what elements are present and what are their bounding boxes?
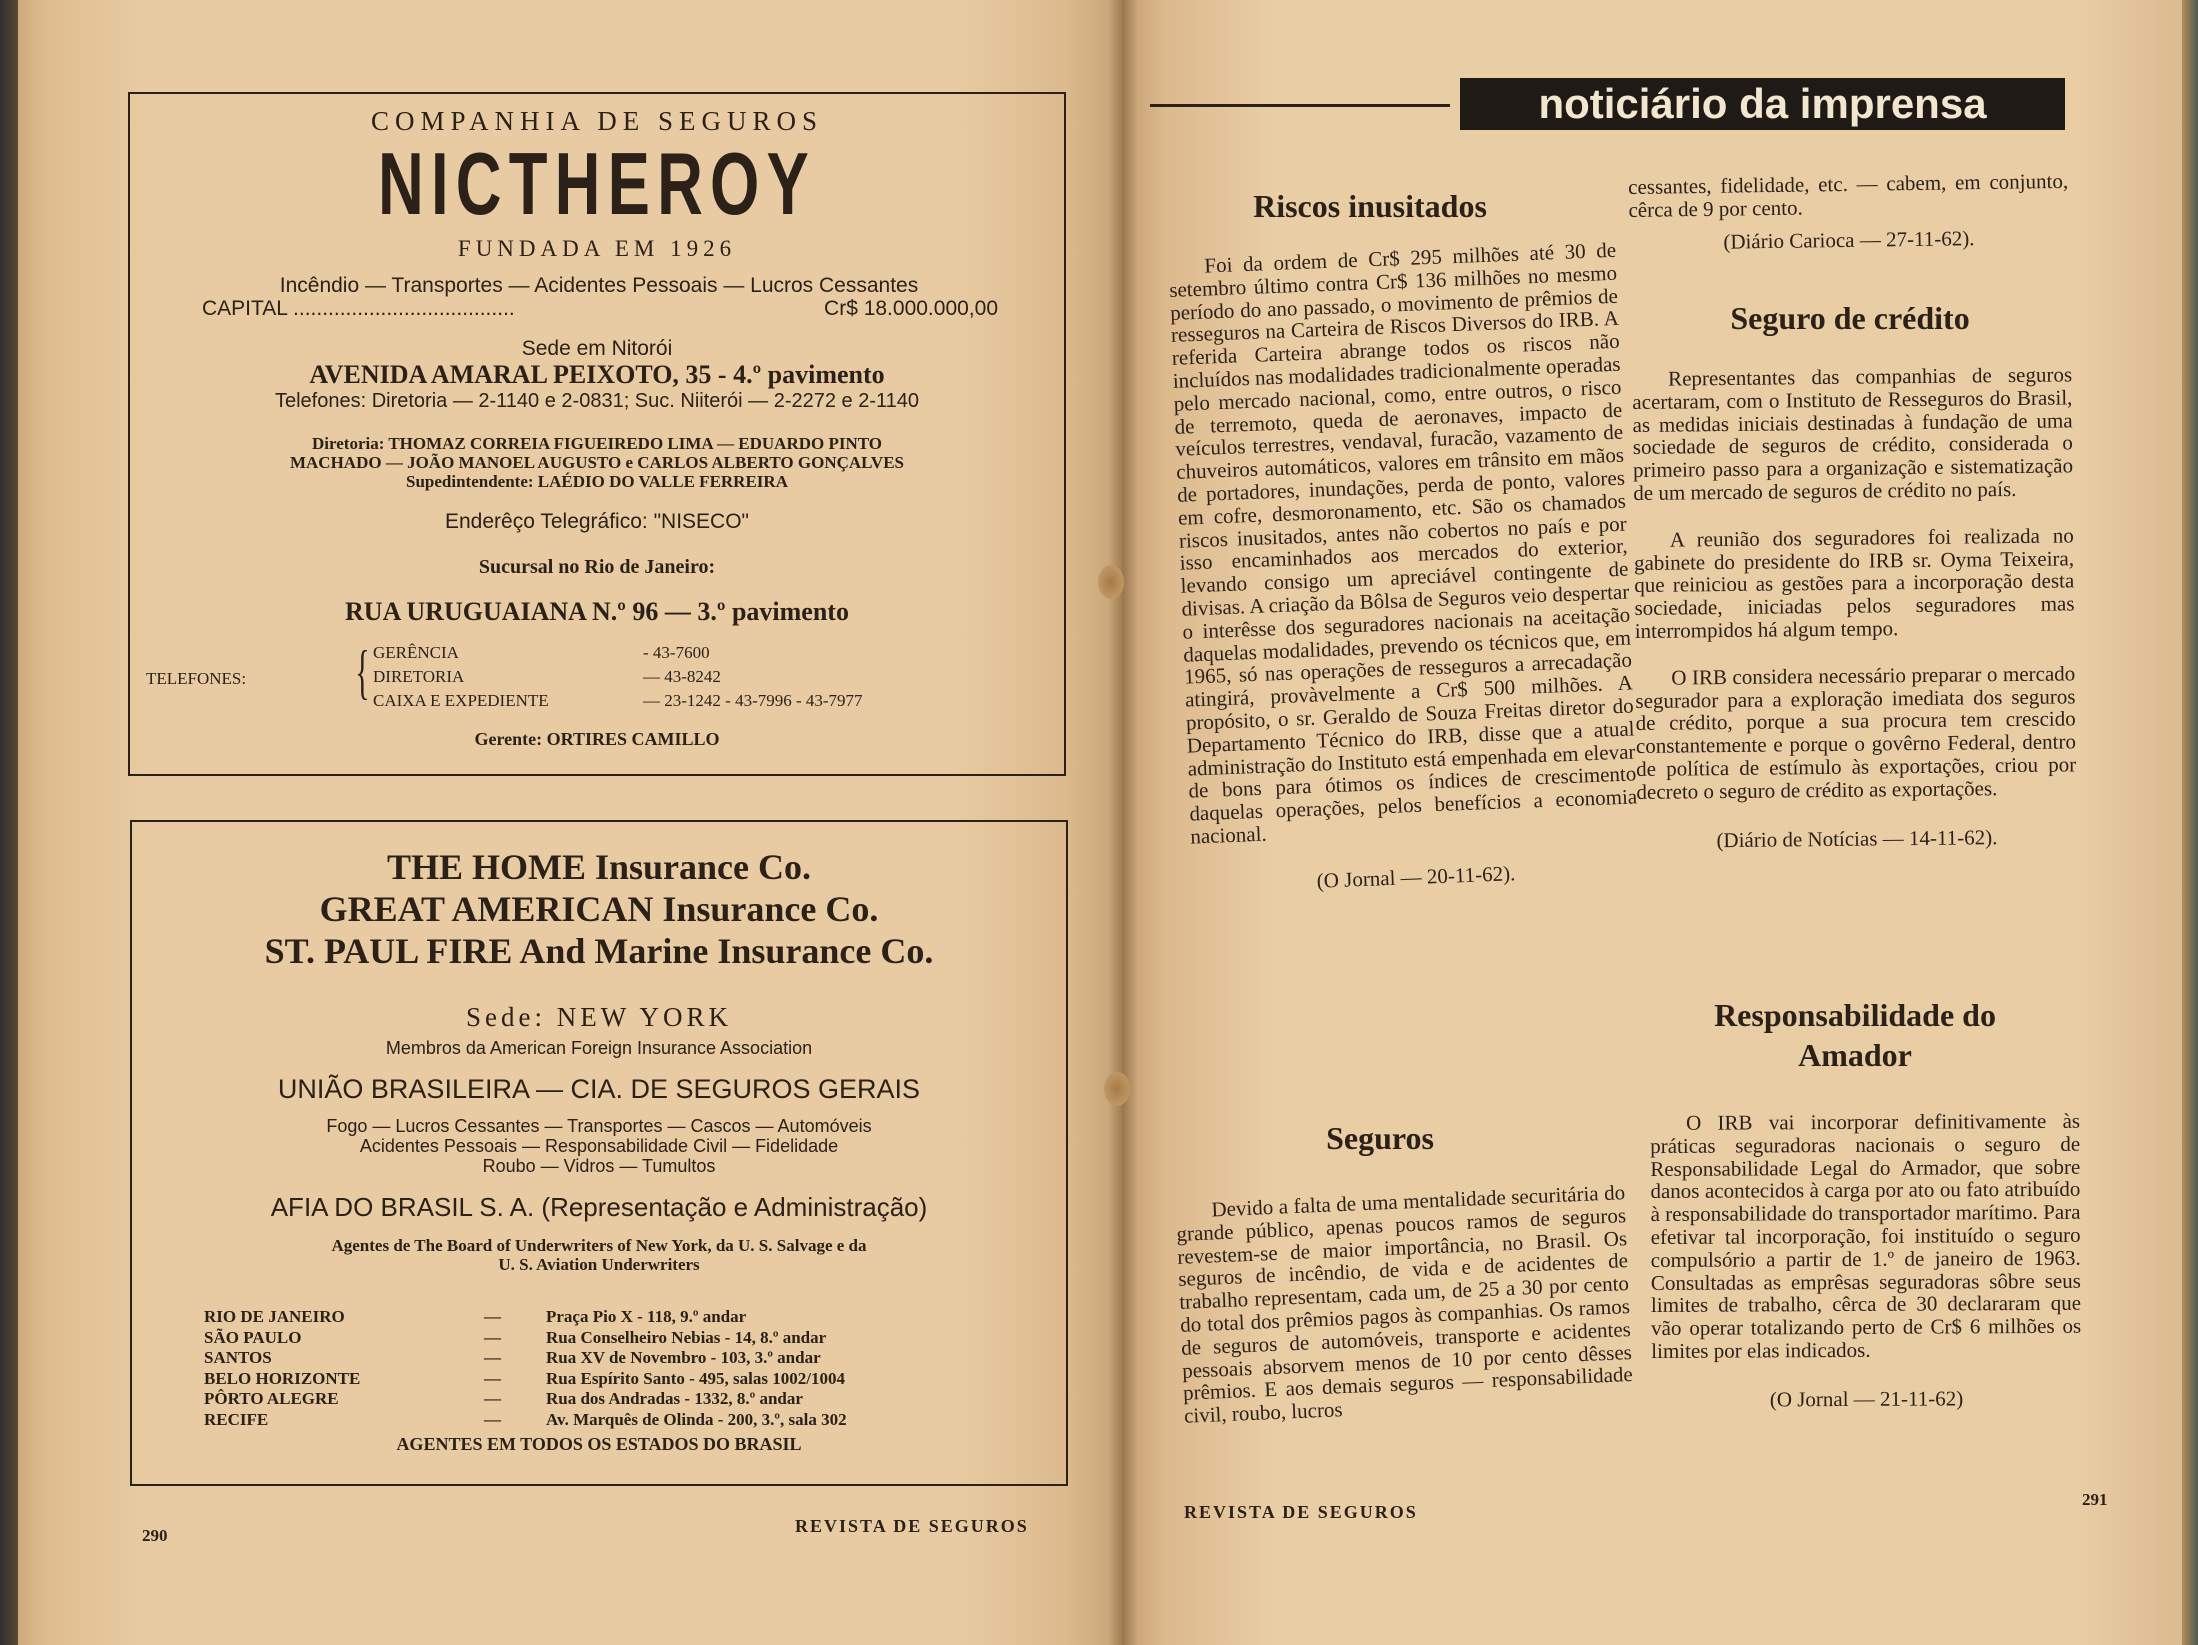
- telegraph-address: Enderêço Telegráfico: "NISECO": [445, 510, 749, 533]
- office-city: RIO DE JANEIRO: [204, 1307, 345, 1326]
- office-dash: —: [484, 1307, 501, 1326]
- phone-number: - 43-7600: [643, 643, 710, 662]
- page-number-right: 291: [2082, 1490, 2108, 1509]
- agents-footer: AGENTES EM TODOS OS ESTADOS DO BRASIL: [396, 1434, 802, 1454]
- branch-address: RUA URUGUAIANA N.º 96 — 3.º pavimento: [345, 597, 849, 626]
- branch-label: Sucursal no Rio de Janeiro:: [478, 556, 716, 578]
- article-paragraph: Representantes das companhias de seguros acertaram, com o Instituto de Resseguros do Brasil, as medidas iniciais destinadas à fundação de uma sociedade de seguros de crédito, considerada o primeiro passo para a organização e sistematização de um mercado de seguros de crédito no país.: [1632, 362, 2074, 505]
- article-continuation: [1628, 170, 2069, 255]
- office-city: PÔRTO ALEGRE: [204, 1389, 339, 1408]
- page-number-left: 290: [142, 1526, 168, 1545]
- article-paragraph: cessantes, fidelidade, etc. — cabem, em conjunto, cêrca de 9 por cento.: [1627, 168, 2069, 222]
- spine-shadow: [1108, 0, 1138, 1645]
- sede-line: Sede: NEW YORK: [466, 1002, 732, 1032]
- company-name: NICTHEROY: [378, 134, 816, 233]
- article-body: [1650, 1110, 2082, 1412]
- manager-line: Gerente: ORTIRES CAMILLO: [474, 729, 720, 749]
- office-list: [204, 1307, 847, 1430]
- office-address: Rua dos Andradas - 1332, 8.º andar: [546, 1389, 803, 1408]
- capital-value: Cr$ 18.000.000,00: [824, 297, 998, 320]
- nictheroy-ad: [128, 92, 1066, 776]
- office-city: RECIFE: [204, 1409, 269, 1429]
- office-dash: —: [484, 1389, 501, 1408]
- office-dash: —: [484, 1327, 501, 1347]
- office-address: Rua XV de Novembro - 103, 3.º andar: [546, 1348, 821, 1367]
- phone-number: — 23-1242 - 43-7996 - 43-7977: [643, 691, 863, 710]
- section-title: noticiário da imprensa: [1460, 78, 2065, 130]
- article-source: (O Jornal — 20-11-62).: [1316, 860, 1516, 893]
- office-city: BELO HORIZONTE: [204, 1368, 361, 1388]
- article-title-line: Responsabilidade do: [1714, 997, 1996, 1033]
- uniao-line: UNIÃO BRASILEIRA — CIA. DE SEGUROS GERAIS: [277, 1074, 921, 1104]
- office-row: [204, 1307, 847, 1328]
- company-line-1: THE HOME Insurance Co.: [386, 847, 812, 887]
- office-row: [204, 1369, 847, 1390]
- article-title: [1640, 995, 2070, 1075]
- home-insurance-ad: [130, 820, 1068, 1486]
- article-source: (Diário de Notícias — 14-11-62).: [1716, 824, 1998, 852]
- office-dash: —: [484, 1368, 501, 1388]
- phone-dept: GERÊNCIA: [373, 643, 459, 662]
- office-row: [204, 1328, 847, 1349]
- office-row: [204, 1389, 847, 1410]
- brace: {: [355, 639, 370, 705]
- capital-label: CAPITAL ......................................: [202, 297, 515, 320]
- article-paragraph: O IRB vai incorporar definitivamente às práticas seguradoras nacionais o seguro de Responsabilidade Legal do Armador, que sobre danos acontecidos à carga por ato ou fato atribuído à responsabilidade do transportador marítimo. Para efetivar tal incorporação, foi instituído o seguro compulsório a partir de 1.º de janeiro de 1963. Consultadas as emprêsas seguradoras sôbre seus limites de trabalho, cêrca de 30 declararam que vão operar totalizando perto de Cr$ 6 milhões os limites por elas indicados.: [1650, 1108, 2082, 1363]
- company-line-2: GREAT AMERICAN Insurance Co.: [319, 889, 879, 929]
- office-dash: —: [484, 1409, 501, 1429]
- agents-line-2: U. S. Aviation Underwriters: [498, 1255, 700, 1274]
- article-title-line: Amador: [1798, 1037, 1912, 1073]
- office-dash: —: [484, 1348, 501, 1367]
- superintendent-line: Supedintendente: LAÉDIO DO VALLE FERREIRA: [406, 472, 788, 491]
- main-address: AVENIDA AMARAL PEIXOTO, 35 - 4.º pavimento: [309, 360, 885, 389]
- lines-of-business: Incêndio — Transportes — Acidentes Pessoais — Lucros Cessantes: [279, 274, 919, 297]
- office-address: Av. Marquês de Olinda - 200, 3.º, sala 302: [546, 1409, 847, 1429]
- board-line-2: MACHADO — JOÃO MANOEL AUGUSTO e CARLOS ALBERTO GONÇALVES: [289, 453, 905, 472]
- office-city: SANTOS: [204, 1348, 272, 1367]
- agents-line-1: Agentes de The Board of Underwriters of New York, da U. S. Salvage e da: [331, 1236, 867, 1255]
- phone-table: [373, 641, 863, 713]
- book-edge-left: [0, 0, 18, 1645]
- office-address: Praça Pio X - 118, 9.º andar: [546, 1307, 747, 1326]
- binding-hole-top: [1098, 565, 1124, 599]
- article-body: [1168, 239, 1640, 897]
- office-row: [204, 1410, 847, 1431]
- book-edge-right: [2182, 0, 2198, 1645]
- branches-line-2: Acidentes Pessoais — Responsabilidade Civil — Fidelidade: [359, 1136, 839, 1156]
- company-line-3: ST. PAUL FIRE And Marine Insurance Co.: [264, 931, 934, 971]
- board-line-1: Diretoria: THOMAZ CORREIA FIGUEIREDO LIMA — EDUARDO PINTO: [312, 434, 882, 453]
- sede-line: Sede em Nitorói: [521, 337, 673, 360]
- phone-number: — 43-8242: [643, 667, 721, 686]
- association-line: Membros da American Foreign Insurance Association: [385, 1038, 813, 1058]
- telephones-label: TELEFONES:: [146, 669, 247, 688]
- office-address: Rua Conselheiro Nebias - 14, 8.º andar: [546, 1327, 827, 1347]
- article-title: Seguros: [1326, 1120, 1434, 1156]
- article-body: [1632, 363, 2077, 852]
- phone-dept: DIRETORIA: [373, 667, 465, 686]
- phone-dept: CAIXA E EXPEDIENTE: [373, 691, 549, 710]
- header-rule: [1150, 104, 1450, 107]
- phones-line: Telefones: Diretoria — 2-1140 e 2-0831; Suc. Niiterói — 2-2272 e 2-1140: [274, 390, 920, 412]
- article-title: Seguro de crédito: [1730, 300, 1970, 336]
- office-city: SÃO PAULO: [204, 1327, 302, 1347]
- running-title-left: REVISTA DE SEGUROS: [795, 1516, 1029, 1536]
- article-paragraph: A reunião dos seguradores foi realizada no gabinete do presidente do IRB sr. Oyma Teixeira, que reiniciou as gestões para a incorporação desta sociedade, iniciadas pelos seguradores mas interrompidos há algum tempo.: [1633, 523, 2075, 643]
- article-paragraph: O IRB considera necessário preparar o mercado segurador para a exploração imediata dos seguros de crédito, porque a sua procura tem crescido constantemente e porque o govêrno Federal, dentro de política de estímulo às exportações, criou por decreto o seguro de crédito as exportações.: [1635, 661, 2077, 804]
- article-title: Riscos inusitados: [1253, 188, 1487, 224]
- article-paragraph: Foi da ordem de Cr$ 295 milhões até 30 de setembro último contra Cr$ 136 milhões no mesmo período do ano passado, o movimento de prêmios de resseguros na Carteira de Riscos Diversos do IRB. A referida Carteira abrange todos os riscos não incluídos nas modalidades tradicionalmente operadas pelo mercado nacional, como, entre outros, o risco de terremoto, queda de aeronaves, impacto de veículos terrestres, vendaval, furacão, vazamento de chuveiros automáticos, valores em trânsito em mãos de portadores, inundações, perda de ponto, valores em cofre, desmoronamento, etc. São os chamados riscos inusitados, antes não cobertos no país e por isso encaminhados aos mercados do exterior, levando consigo um apreciável contingente de divisas. A criação da Bôlsa de Seguros veio despertar o interêsse dos seguradores nacionais na aceitação daquelas modalidades, prevendo os técnicos que, em 1965, só nas operações de resseguros a arrecadação atingirá, provàvelmente a Cr$ 500 milhões. A propósito, o sr. Geraldo de Souza Freitas diretor do Departamento Técnico do IRB, disse que a atual administração do Instituto está empenhada em elevar de bons para ótimos os índices de crescimento daquelas operações, pelos benefícios a economia nacional.: [1168, 237, 1638, 849]
- running-title-right: REVISTA DE SEGUROS: [1184, 1502, 1418, 1522]
- branches-line-1: Fogo — Lucros Cessantes — Transportes — Cascos — Automóveis: [326, 1116, 872, 1136]
- binding-hole-bottom: [1104, 1072, 1130, 1106]
- company-line: COMPANHIA DE SEGUROS: [370, 106, 824, 136]
- office-address: Rua Espírito Santo - 495, salas 1002/1004: [546, 1368, 845, 1388]
- article-paragraph: Devido a falta de uma mentalidade securitária do grande público, apenas poucos ramos de seguros revestem-se de maior importância, no Brasil. Os seguros de incêndio, de vida e de acidentes de trabalho representam, cada um, de 25 a 30 por cento do total dos prêmios pagos às companhias. Os ramos de seguros de automóveis, transporte e acidentes pessoais absorvem menos de 10 por cento dêsses prêmios. E aos demais seguros — responsabilidade civil, roubo, lucros: [1175, 1180, 1634, 1428]
- branches-line-3: Roubo — Vidros — Tumultos: [482, 1156, 716, 1176]
- afia-line: AFIA DO BRASIL S. A. (Representação e Administração): [270, 1192, 928, 1222]
- article-source: (Diário Carioca — 27-11-62).: [1723, 225, 1975, 254]
- office-row: [204, 1348, 847, 1369]
- founded-line: FUNDADA EM 1926: [457, 236, 737, 261]
- article-body: [1175, 1181, 1634, 1428]
- article-source: (O Jornal — 21-11-62): [1769, 1386, 1964, 1412]
